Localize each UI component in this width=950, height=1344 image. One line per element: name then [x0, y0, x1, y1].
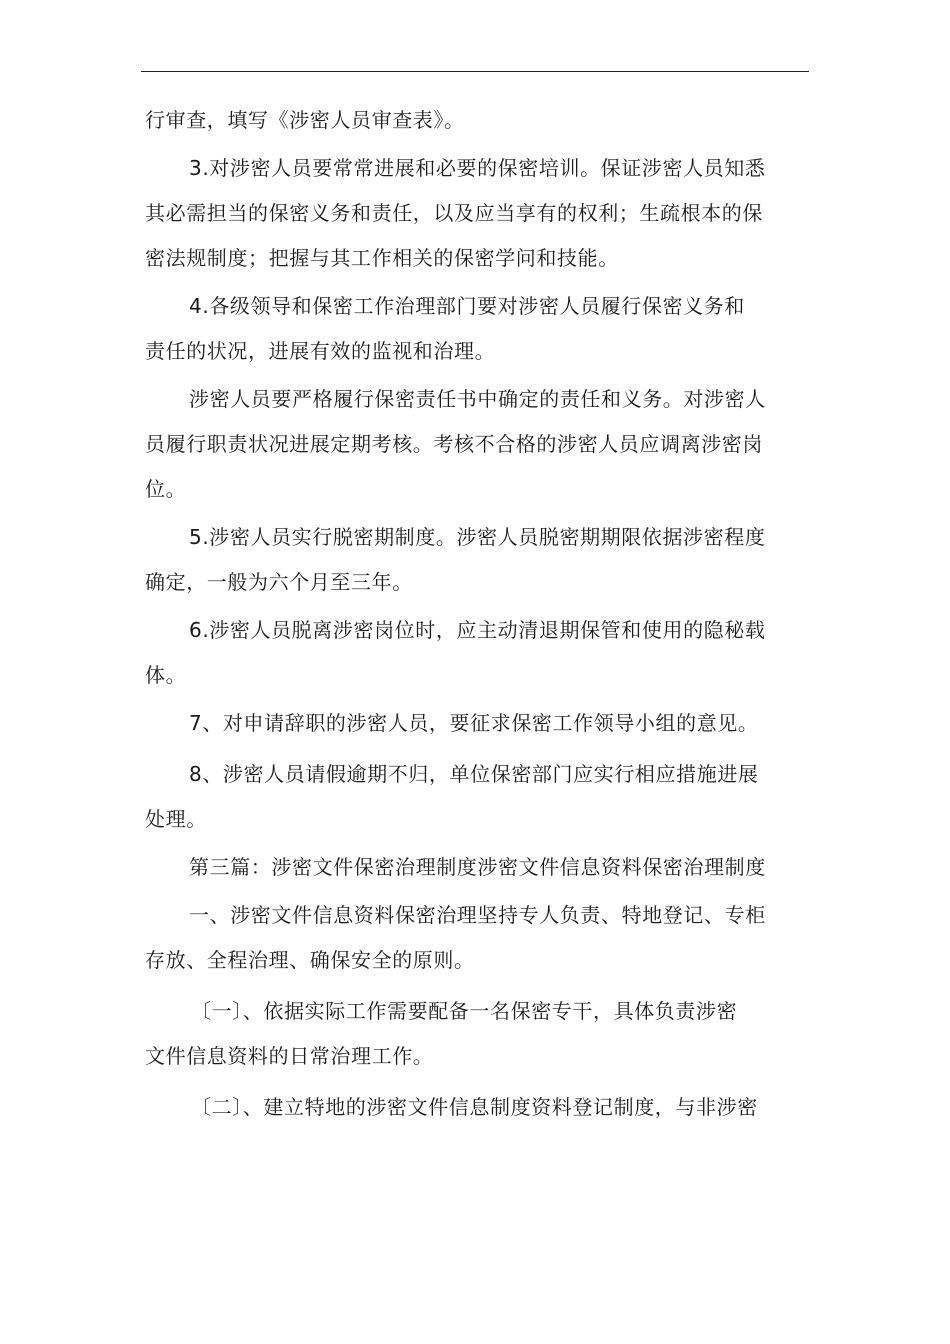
text-line: 6.涉密人员脱离涉密岗位时，应主动清退期保管和使用的隐秘载	[189, 618, 766, 642]
text-line: 5.涉密人员实行脱密期制度。涉密人员脱密期期限依据涉密程度	[189, 525, 766, 549]
text-line: 文件信息资料的日常治理工作。	[145, 1044, 434, 1068]
text-line: 员履行职责状况进展定期考核。考核不合格的涉密人员应调离涉密岗	[145, 432, 763, 456]
document-body	[145, 98, 815, 1130]
text-line: 责任的状况，进展有效的监视和治理。	[145, 339, 496, 363]
text-line: 体。	[145, 663, 187, 687]
text-line: 其必需担当的保密义务和责任，以及应当享有的权利；生疏根本的保	[145, 201, 763, 225]
text-line: 〔二〕、建立特地的涉密文件信息制度资料登记制度，与非涉密	[191, 1095, 758, 1119]
text-line: 确定，一般为六个月至三年。	[145, 570, 413, 594]
text-line: 涉密人员要严格履行保密责任书中确定的责任和义务。对涉密人	[189, 387, 766, 411]
text-line: 一、涉密文件信息资料保密治理坚持专人负责、特地登记、专柜	[189, 903, 766, 927]
text-line: 〔一〕、依据实际工作需要配备一名保密专干，具体负责涉密	[191, 999, 738, 1023]
header-divider	[141, 71, 809, 72]
text-line: 3.对涉密人员要常常进展和必要的保密培训。保证涉密人员知悉	[189, 156, 766, 180]
text-line: 位。	[145, 477, 187, 501]
text-line: 4.各级领导和保密工作治理部门要对涉密人员履行保密义务和	[189, 294, 745, 318]
text-line: 8、涉密人员请假逾期不归，单位保密部门应实行相应措施进展	[189, 762, 759, 786]
text-line: 存放、全程治理、确保安全的原则。	[145, 948, 475, 972]
text-line: 行审查，填写《涉密人员审查表》。	[145, 108, 465, 132]
text-line: 密法规制度；把握与其工作相关的保密学问和技能。	[145, 246, 619, 270]
text-line: 处理。	[145, 807, 207, 831]
section-heading: 第三篇：涉密文件保密治理制度涉密文件信息资料保密治理制度	[189, 855, 766, 879]
text-line: 7、对申请辞职的涉密人员，要征求保密工作领导小组的意见。	[189, 711, 759, 735]
